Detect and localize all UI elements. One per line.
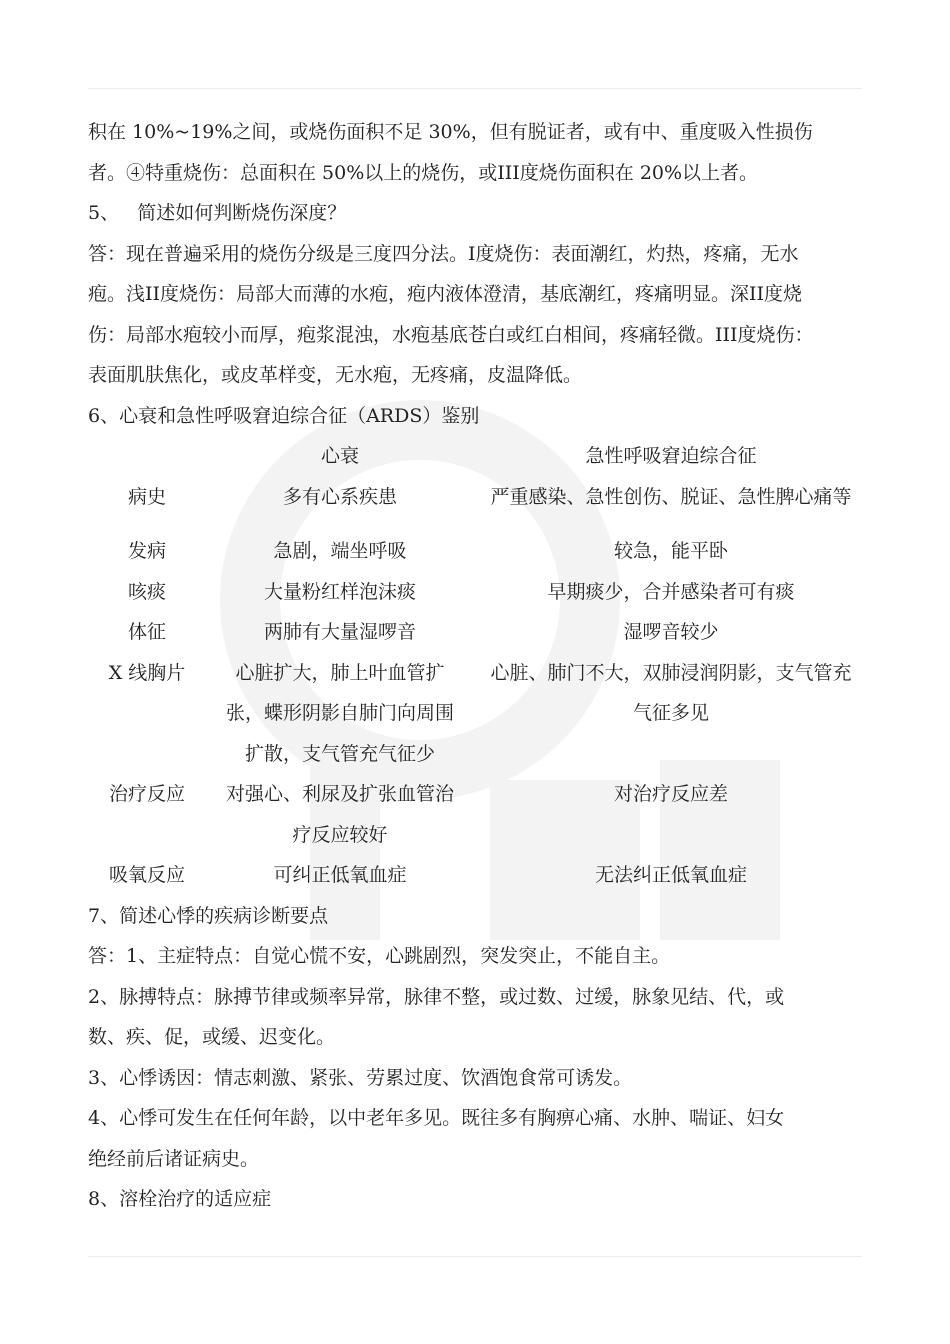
- table-row: [88, 653, 868, 775]
- heart-failure-cell: 两肺有大量湿啰音: [263, 621, 416, 643]
- table-header-cell: [88, 436, 206, 477]
- footer-rule: [88, 1256, 862, 1257]
- row-label: 吸氧反应: [108, 864, 185, 886]
- q5-title: 5、 简述如何判断烧伤深度？: [88, 202, 347, 224]
- q7-line: 数、疾、促，或缓、迟变化。: [88, 1026, 336, 1048]
- row-label: 病史: [127, 485, 166, 508]
- table-row: [88, 477, 868, 518]
- heart-failure-cell: 急剧，端坐呼吸: [273, 540, 407, 562]
- row-label: 体征: [127, 621, 166, 643]
- comparison-table: [88, 436, 868, 896]
- ards-cell: 对治疗反应差: [613, 783, 728, 805]
- table-row: [88, 572, 868, 613]
- row-label: 咳痰: [127, 580, 166, 603]
- q7-title: 7、简述心悸的疾病诊断要点: [88, 904, 329, 927]
- row-label: 发病: [127, 540, 166, 562]
- ards-cell: 严重感染、急性创伤、脱证、急性脾心痛等: [490, 485, 852, 508]
- intro-line: 积在 10%~19%之间，或烧伤面积不足 30%，但有脱证者，或有中、重度吸入性损伤: [88, 121, 813, 143]
- table-row: [88, 855, 868, 896]
- intro-line: 者。④特重烧伤：总面积在 50%以上的烧伤，或III度烧伤面积在 20%以上者。: [88, 161, 759, 184]
- q8-title: 8、溶栓治疗的适应症: [88, 1188, 272, 1210]
- table-row: [88, 531, 868, 572]
- ards-cell: 早期痰少，合并感染者可有痰: [547, 580, 795, 603]
- q7-line: 答：1、主症特点：自觉心慌不安，心跳剧烈，突发突止，不能自主。: [88, 945, 671, 967]
- table-row: [88, 774, 868, 855]
- q7-line: 3、心悸诱因：情志刺激、紧张、劳累过度、饮酒饱食常可诱发。: [88, 1066, 633, 1089]
- heart-failure-cell: 可纠正低氧血症: [273, 864, 407, 886]
- ards-cell: 湿啰音较少: [623, 621, 719, 643]
- row-label: X 线胸片: [108, 661, 186, 684]
- q5-answer-line: 答：现在普遍采用的烧伤分级是三度四分法。I度烧伤：表面潮红，灼热，疼痛，无水: [88, 242, 799, 265]
- table-row: [88, 612, 868, 653]
- ards-cell: 心脏、肺门不大，双肺浸润阴影，支气管充 气征多见: [490, 661, 852, 724]
- table-header-cell: 急性呼吸窘迫综合征: [585, 445, 757, 467]
- q5-answer-line: 疱。浅II度烧伤：局部大而薄的水疱，疱内液体澄清，基底潮红，疼痛明显。深II度烧: [88, 283, 803, 305]
- document-body: [88, 112, 868, 1220]
- heart-failure-cell: 多有心系疾患: [282, 485, 397, 508]
- q7-line: 绝经前后诸证病史。: [88, 1147, 260, 1170]
- heart-failure-cell: 心脏扩大，肺上叶血管扩 张，蝶形阴影自肺门向周围 扩散，支气管充气征少: [225, 661, 454, 765]
- ards-cell: 较急，能平卧: [613, 540, 728, 562]
- table-header-row: [88, 436, 868, 477]
- q5-answer-line: 表面肌肤焦化，或皮革样变，无水疱，无疼痛，皮温降低。: [88, 364, 583, 386]
- heart-failure-cell: 大量粉红样泡沫痰: [263, 580, 416, 603]
- ards-cell: 无法纠正低氧血症: [594, 864, 747, 886]
- row-label: 治疗反应: [108, 783, 185, 805]
- q5-answer-line: 伤：局部水疱较小而厚，疱浆混浊，水疱基底苍白或红白相间，疼痛轻微。III度烧伤：: [88, 323, 814, 346]
- heart-failure-cell: 对强心、利尿及扩张血管治 疗反应较好: [225, 783, 454, 846]
- q7-line: 4、心悸可发生在任何年龄，以中老年多见。既往多有胸痹心痛、水肿、喘证、妇女: [88, 1107, 785, 1129]
- q6-title: 6、心衰和急性呼吸窘迫综合征（ARDS）鉴别: [88, 404, 480, 427]
- table-header-cell: 心衰: [320, 445, 359, 467]
- q7-line: 2、脉搏特点：脉搏节律或频率异常，脉律不整，或过数、过缓，脉象见结、代，或: [88, 985, 785, 1008]
- header-rule: [88, 88, 862, 89]
